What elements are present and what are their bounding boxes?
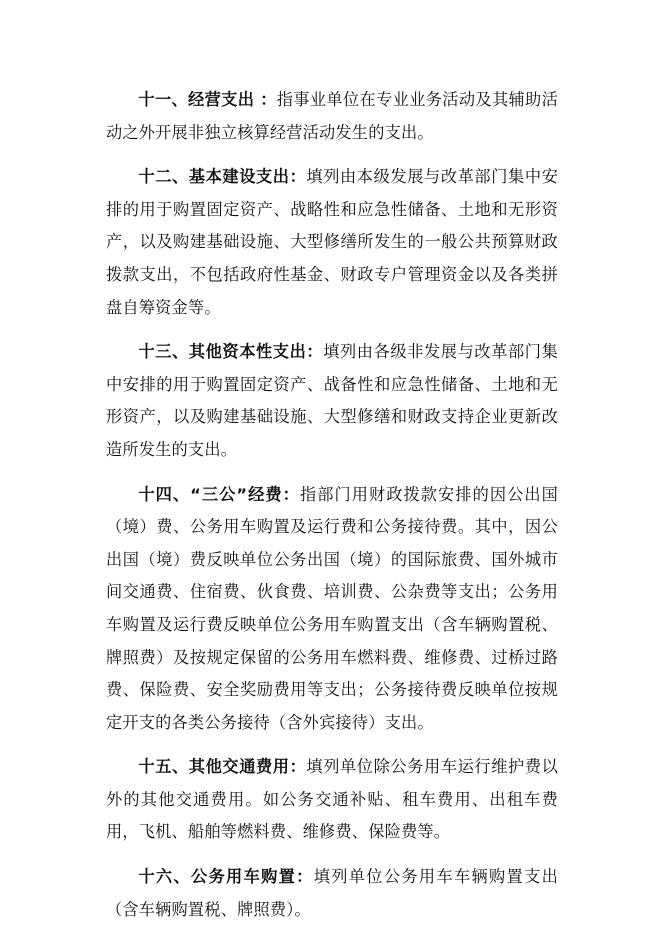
paragraph-13 <box>106 336 558 466</box>
paragraph-11 <box>106 84 558 149</box>
paragraph-14-label: 十四、“三公”经费： <box>138 484 300 504</box>
paragraph-14-text: 指部门用财政拨款安排的因公出国（境）费、公务用车购置及运行费和公务接待费。其中，因公出国（境）费反映单位公务出国（境）的国际旅费、国外城市间交通费、住宿费、伙食费、培训费、公杂费等支出；公务用车购置及运行费反映单位公务用车购置支出（含车辆购置税、牌照费）及按规定保留的公务用车燃料费、维修费、过桥过路费、保险费、安全奖励费用等支出；公务接待费反映单位按规定开支的各类公务接待（含外宾接待）支出。 <box>106 484 559 732</box>
paragraph-11-label: 十一、经营支出 ： <box>138 90 277 109</box>
paragraph-15 <box>106 751 558 849</box>
paragraph-15-label: 十五、其他交通费用： <box>138 757 307 777</box>
paragraph-15-text: 填列单位除公务用车运行维护费以外的其他交通费用。如公务交通补贴、租车费用、出租车费用，飞机、船舶等燃料费、维修费、保险费等。 <box>106 757 559 842</box>
paragraph-16 <box>106 861 558 926</box>
document-body <box>106 84 558 938</box>
paragraph-13-text: 填列由各级非发展与改革部门集中安排的用于购置固定资产、战备性和应急性储备、土地和无形资产，以及购建基础设施、大型修缮和财政支持企业更新改造所发生的支出。 <box>106 342 558 459</box>
paragraph-11-text: 指事业单位在专业业务活动及其辅助活动之外开展非独立核算经营活动发生的支出。 <box>106 90 558 142</box>
paragraph-13-label: 十三、其他资本性支出： <box>138 342 324 362</box>
paragraph-12 <box>106 161 558 324</box>
paragraph-16-label: 十六、公务用车购置： <box>138 867 314 887</box>
paragraph-12-label: 十二、基本建设支出： <box>138 167 307 187</box>
paragraph-16-text: 填列单位公务用车车辆购置支出（含车辆购置税、牌照费）。 <box>106 867 558 919</box>
paragraph-12-text: 填列由本级发展与改革部门集中安排的用于购置固定资产、战略性和应急性储备、土地和无形资产，以及购建基础设施、大型修缮所发生的一般公共预算财政拨款支出，不包括政府性基金、财政专户管理资金以及各类拼盘自筹资金等。 <box>106 167 559 317</box>
paragraph-14 <box>106 479 558 740</box>
